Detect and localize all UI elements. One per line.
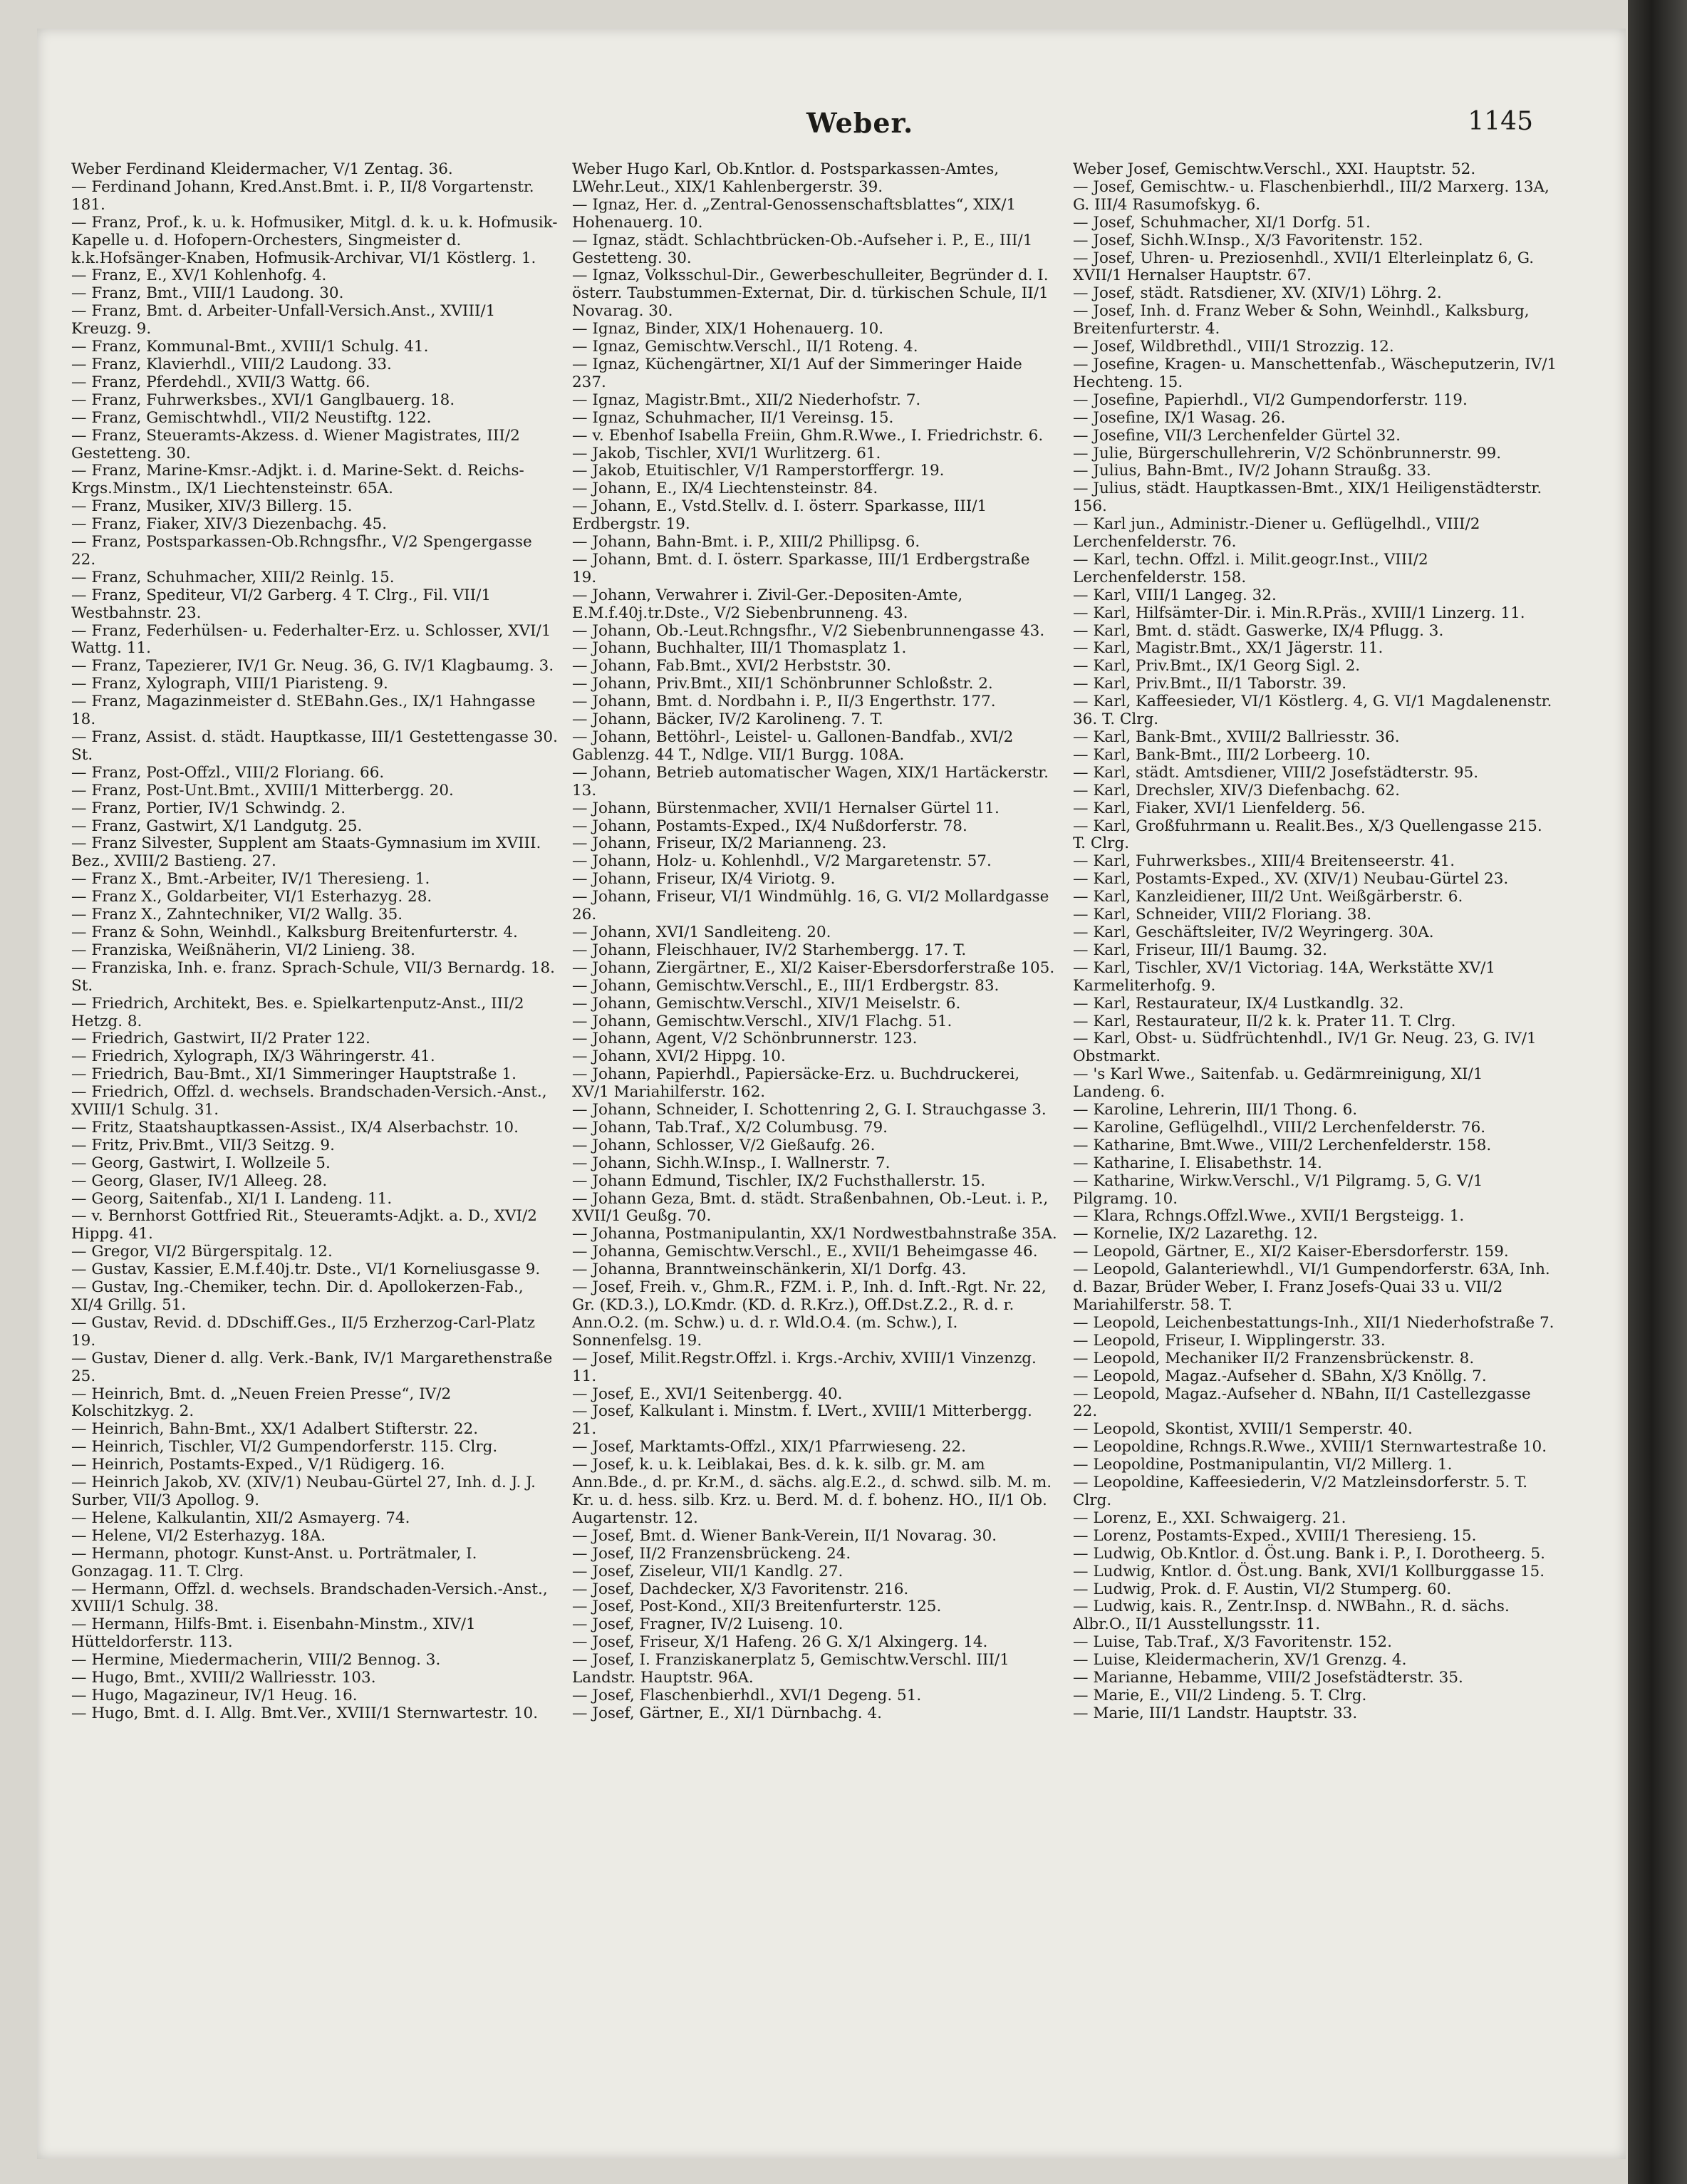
directory-entry: — Helene, VI/2 Esterhazyg. 18A. [71,1526,326,1545]
directory-entry: — Josef, Flaschenbierhdl., XVI/1 Degeng. 51. [572,1686,922,1704]
directory-entry: — Josef, Schuhmacher, XI/1 Dorfg. 51. [1073,213,1371,232]
directory-entry: — Johann, Friseur, IX/4 Viriotg. 9. [572,870,836,889]
directory-entry: — Josefine, Papierhdl., VI/2 Gumpendorferstr. 119. [1073,390,1468,409]
directory-entry: — Josef, Freih. v., Ghm.R., FZM. i. P., Inh. d. Inft.-Rgt. Nr. 22, Gr. (KD.3.), LO.Kmdr. (KD. d. R.Krz.), Off.Dst.Z.2., R. d. r. Ann.O.2. (m. Schw.) u. d. r. Wld.O.4. (m. Schw.), I. Sonnenfelsg. 19. [572,1278,1047,1350]
directory-entry: — Franz, Pferdehdl., XVII/3 Wattg. 66. [71,373,370,391]
directory-entry: — Johann, Postamts-Exped., IX/4 Nußdorferstr. 78. [572,817,967,835]
directory-entry: — Jakob, Etuitischler, V/1 Ramperstorffergr. 19. [572,462,945,480]
book-spine [1628,0,1687,2184]
directory-entry: — Hugo, Bmt. d. I. Allg. Bmt.Ver., XVIII/1 Sternwartestr. 10. [71,1704,539,1722]
directory-entry: — Leopoldine, Postmanipulantin, VI/2 Millerg. 1. [1073,1456,1453,1474]
directory-entry: — Johann, Ob.-Leut.Rchngsfhr., V/2 Siebenbrunnengasse 43. [572,621,1045,640]
directory-entry: — Leopoldine, Rchngs.R.Wwe., XVIII/1 Sternwartestraße 10. [1073,1438,1547,1456]
directory-entry: — Georg, Glaser, IV/1 Alleeg. 28. [71,1171,328,1190]
directory-entry: — Heinrich, Tischler, VI/2 Gumpendorferstr. 115. Clrg. [71,1438,498,1456]
directory-entry: — Karl, Bank-Bmt., XVIII/2 Ballriesstr. 36. [1073,728,1400,746]
directory-entry: — Gustav, Kassier, E.M.f.40j.tr. Dste., VI/1 Korneliusgasse 9. [71,1261,541,1279]
directory-entry: — Karl, Kanzleidiener, III/2 Unt. Weißgärberstr. 6. [1073,888,1463,906]
directory-entry: — Karl, Drechsler, XIV/3 Diefenbachg. 62. [1073,781,1400,799]
directory-entry: — Karl, Fuhrwerksbes., XIII/4 Breitenseerstr. 41. [1073,852,1455,871]
directory-entry: — Leopold, Galanteriewhdl., VI/1 Gumpendorferstr. 63A, Inh. d. Bazar, Brüder Weber, I. Franz Josefs-Quai 33 u. VII/2 Mariahilferstr. 58. T. [1073,1261,1550,1314]
directory-entry: — Johann Edmund, Tischler, IX/2 Fuchsthallerstr. 15. [572,1171,986,1190]
directory-entry: — Johann, Gemischtw.Verschl., E., III/1 Erdbergstr. 83. [572,976,1000,995]
directory-entry: — Helene, Kalkulantin, XII/2 Asmayerg. 74. [71,1508,410,1527]
directory-entry: — Franz, Bmt. d. Arbeiter-Unfall-Versich.Anst., XVIII/1 Kreuzg. 9. [71,302,496,338]
directory-entry: — Ignaz, Binder, XIX/1 Hohenauerg. 10. [572,320,884,338]
directory-entry: — Kornelie, IX/2 Lazarethg. 12. [1073,1225,1318,1243]
directory-entry: — Friedrich, Architekt, Bes. e. Spielkartenputz-Anst., III/2 Hetzg. 8. [71,994,524,1030]
directory-entry: — Johann, Bettöhrl-, Leistel- u. Gallonen-Bandfab., XVI/2 Gablenzg. 44 T., Ndlge. VII/1 Burgg. 108A. [572,728,1014,764]
directory-entry: — Karl, Geschäftsleiter, IV/2 Weyringerg. 30A. [1073,923,1434,941]
directory-entry: — Franz, Portier, IV/1 Schwindg. 2. [71,799,346,817]
directory-entry: — Franz Silvester, Supplent am Staats-Gymnasium im XVIII. Bez., XVIII/2 Bastieng. 27. [71,834,541,871]
directory-entry: — Hermine, Miedermacherin, VIII/2 Bennog. 3. [71,1651,441,1670]
directory-entry: — Josef, Wildbrethdl., VIII/1 Strozzig. 12. [1073,338,1394,356]
page-header [37,107,1533,150]
column-left [71,161,558,2156]
directory-entry: — Johanna, Postmanipulantin, XX/1 Nordwestbahnstraße 35A. [572,1225,1057,1243]
directory-entry: — Karl, Priv.Bmt., IX/1 Georg Sigl. 2. [1073,657,1361,676]
directory-entry: — Karl, städt. Amtsdiener, VIII/2 Josefstädterstr. 95. [1073,763,1479,782]
directory-entry: — Gregor, VI/2 Bürgerspitalg. 12. [71,1243,333,1261]
directory-entry: — Johann, Gemischtw.Verschl., XIV/1 Meiselstr. 6. [572,994,961,1013]
directory-entry: — Marie, E., VII/2 Lindeng. 5. T. Clrg. [1073,1686,1367,1704]
directory-entry: — Karl, Restaurateur, II/2 k. k. Prater 11. T. Clrg. [1073,1012,1456,1030]
directory-entry: — Josef, Bmt. d. Wiener Bank-Verein, II/1 Novarag. 30. [572,1526,997,1545]
directory-entry: — Josef, Kalkulant i. Minstm. f. LVert., XVIII/1 Mitterbergg. 21. [572,1402,1032,1439]
directory-entry: — Franz, Magazinmeister d. StEBahn.Ges., IX/1 Hahngasse 18. [71,693,536,729]
directory-entry: — Johann, Holz- u. Kohlenhdl., V/2 Margaretenstr. 57. [572,852,992,871]
directory-entry: — Karl, Großfuhrmann u. Realit.Bes., X/3 Quellengasse 215. T. Clrg. [1073,817,1542,853]
directory-entry: — Ludwig, Kntlor. d. Öst.ung. Bank, XVI/1 Kollburggasse 15. [1073,1562,1545,1580]
directory-entry: — Leopold, Magaz.-Aufseher d. SBahn, X/3 Knöllg. 7. [1073,1367,1487,1385]
directory-entry: — Josef, Gärtner, E., XI/1 Dürnbachg. 4. [572,1704,882,1722]
directory-entry: — Franziska, Weißnäherin, VI/2 Linieng. 38. [71,941,416,959]
directory-entry: — Hermann, photogr. Kunst-Anst. u. Porträtmaler, I. Gonzagag. 11. T. Clrg. [71,1544,477,1580]
directory-entry: — Ignaz, Gemischtw.Verschl., II/1 Roteng. 4. [572,338,918,356]
directory-entry: — Josef, Gemischtw.- u. Flaschenbierhdl., III/2 Marxerg. 13A, G. III/4 Rasumofskyg. 6. [1073,177,1550,214]
directory-entry: — Karl, Tischler, XV/1 Victoriag. 14A, Werkstätte XV/1 Karmeliterhofg. 9. [1073,958,1496,995]
running-title: Weber. [806,107,914,139]
directory-entry: — Johanna, Branntweinschänkerin, XI/1 Dorfg. 43. [572,1261,967,1279]
directory-entry: — Marianne, Hebamme, VIII/2 Josefstädterstr. 35. [1073,1669,1463,1687]
directory-entry: — Klara, Rchngs.Offzl.Wwe., XVII/1 Bergsteigg. 1. [1073,1207,1465,1226]
directory-entry: — Josef, Uhren- u. Preziosenhdl., XVII/1 Elterleinplatz 6, G. XVII/1 Hernalser Hauptstr. 67. [1073,249,1535,285]
directory-entry: — Karl, Fiaker, XVI/1 Lienfelderg. 56. [1073,799,1366,817]
directory-entry: — Georg, Saitenfab., XI/1 I. Landeng. 11. [71,1189,393,1208]
directory-entry: — Franz, Schuhmacher, XIII/2 Reinlg. 15. [71,568,395,586]
directory-entry: — Johann, Fleischhauer, IV/2 Starhembergg. 17. T. [572,941,967,959]
directory-entry: — Johann, Sichh.W.Insp., I. Wallnerstr. 7. [572,1154,891,1172]
directory-entry: — 's Karl Wwe., Saitenfab. u. Gedärmreinigung, XI/1 Landeng. 6. [1073,1065,1483,1102]
directory-entry: — Franz, Postsparkassen-Ob.Rchngsfhr., V/2 Spengergasse 22. [71,533,532,569]
directory-entry: — Hermann, Hilfs-Bmt. i. Eisenbahn-Minstm., XIV/1 Hütteldorferstr. 113. [71,1615,476,1652]
directory-entry: — Franz, Fiaker, XIV/3 Diezenbachg. 45. [71,515,388,534]
directory-entry: — Leopold, Leichenbestattungs-Inh., XII/1 Niederhofstraße 7. [1073,1313,1554,1332]
directory-entry: — Ignaz, Magistr.Bmt., XII/2 Niederhofstr. 7. [572,390,921,409]
directory-entry: — Ignaz, Her. d. „Zentral-Genossenschaftsblattes“, XIX/1 Hohenauerg. 10. [572,195,1017,232]
directory-entry: — Johann, Tab.Traf., X/2 Columbusg. 79. [572,1118,888,1137]
directory-entry: — Karl, Hilfsämter-Dir. i. Min.R.Präs., XVIII/1 Linzerg. 11. [1073,604,1525,622]
directory-entry: — v. Bernhorst Gottfried Rit., Steueramts-Adjkt. a. D., XVI/2 Hippg. 41. [71,1207,537,1243]
directory-entry: — Leopoldine, Kaffeesiederin, V/2 Matzleinsdorferstr. 5. T. Clrg. [1073,1474,1528,1509]
directory-entry: — Heinrich Jakob, XV. (XIV/1) Neubau-Gürtel 27, Inh. d. J. J. Surber, VII/3 Apollog. 9. [71,1474,536,1509]
directory-entry: — Johann, Priv.Bmt., XII/1 Schönbrunner Schloßstr. 2. [572,675,993,693]
directory-entry: — Luise, Kleidermacherin, XV/1 Grenzg. 4. [1073,1651,1407,1670]
directory-entry: — Franz, Bmt., VIII/1 Laudong. 30. [71,284,344,303]
directory-entry: — Gustav, Ing.-Chemiker, techn. Dir. d. Apollokerzen-Fab., XI/4 Grillg. 51. [71,1278,524,1314]
directory-entry: — Ignaz, Volksschul-Dir., Gewerbeschulleiter, Begründer d. I. österr. Taubstummen-Externat, Dir. d. türkischen Schule, II/1 Novarag. 30. [572,266,1049,321]
directory-entry: — Karl, Bmt. d. städt. Gaswerke, IX/4 Pflugg. 3. [1073,621,1444,640]
directory-entry: — Karl, Schneider, VIII/2 Floriang. 38. [1073,906,1372,924]
directory-entry: — Franz, Marine-Kmsr.-Adjkt. i. d. Marine-Sekt. d. Reichs-Krgs.Minstm., IX/1 Liechtensteinstr. 65A. [71,462,524,498]
directory-entry: — Franz, Fuhrwerksbes., XVI/1 Ganglbauerg. 18. [71,390,455,409]
column-right [1073,161,1559,2156]
directory-entry: — Johann, XVI/2 Hippg. 10. [572,1047,786,1066]
directory-entry: — Johann, Schneider, I. Schottenring 2, G. I. Strauchgasse 3. [572,1101,1047,1119]
directory-entry: — Karl, Priv.Bmt., II/1 Taborstr. 39. [1073,675,1347,693]
directory-entry: — Franz, Klavierhdl., VIII/2 Laudong. 33. [71,355,392,373]
directory-entry: — Johann, E., IX/4 Liechtensteinstr. 84. [572,480,878,498]
directory-entry: — Johann, Friseur, IX/2 Marianneng. 23. [572,834,887,853]
directory-entry: — Johann, Bmt. d. I. österr. Sparkasse, III/1 Erdbergstraße 19. [572,550,1030,586]
directory-entry: — Ferdinand Johann, Kred.Anst.Bmt. i. P., II/8 Vorgartenstr. 181. [71,177,534,214]
directory-entry: — Josefine, IX/1 Wasag. 26. [1073,408,1286,427]
directory-entry: — Franz, Federhülsen- u. Federhalter-Erz. u. Schlosser, XVI/1 Wattg. 11. [71,621,551,658]
directory-entry: — Franz, Post-Unt.Bmt., XVIII/1 Mitterbergg. 20. [71,781,454,799]
directory-entry: — Heinrich, Bmt. d. „Neuen Freien Presse“, IV/2 Kolschitzkyg. 2. [71,1385,452,1421]
directory-entry: — Josef, Sichh.W.Insp., X/3 Favoritenstr. 152. [1073,231,1423,249]
directory-entry: — Leopold, Mechaniker II/2 Franzensbrückenstr. 8. [1073,1349,1475,1367]
directory-entry: — Heinrich, Postamts-Exped., V/1 Rüdigerg. 16. [71,1456,445,1474]
directory-entry: — Josef, Post-Kond., XII/3 Breitenfurterstr. 125. [572,1598,942,1616]
directory-entry: — Johann, Buchhalter, III/1 Thomasplatz 1. [572,639,907,658]
directory-entry: — Josef, Fragner, IV/2 Luiseng. 10. [572,1615,844,1634]
directory-entry: — Franz, Steueramts-Akzess. d. Wiener Magistrates, III/2 Gestetteng. 30. [71,426,520,462]
directory-entry: — Josef, Marktamts-Offzl., XIX/1 Pfarrwieseng. 22. [572,1438,966,1456]
directory-entry: — Johann, Bmt. d. Nordbahn i. P., II/3 Engerthstr. 177. [572,693,996,711]
directory-entry: — Franz, Musiker, XIV/3 Billerg. 15. [71,497,353,516]
directory-entry: — Josef, II/2 Franzensbrückeng. 24. [572,1544,851,1563]
directory-entry: — Leopold, Skontist, XVIII/1 Semperstr. 40. [1073,1420,1413,1439]
directory-entry: — Franz, Xylograph, VIII/1 Piaristeng. 9. [71,675,388,693]
directory-entry: — Johann, Agent, V/2 Schönbrunnerstr. 123. [572,1030,918,1048]
directory-entry: — Fritz, Staatshauptkassen-Assist., IX/4 Alserbachstr. 10. [71,1118,519,1137]
directory-entry: — Karl, techn. Offzl. i. Milit.geogr.Inst., VIII/2 Lerchenfelderstr. 158. [1073,550,1428,586]
directory-entry: — Lorenz, Postamts-Exped., XVIII/1 Theresieng. 15. [1073,1526,1477,1545]
directory-entry: — v. Ebenhof Isabella Freiin, Ghm.R.Wwe., I. Friedrichstr. 6. [572,426,1044,445]
directory-entry: — Johanna, Gemischtw.Verschl., E., XVII/1 Beheimgasse 46. [572,1243,1038,1261]
directory-entry: — Georg, Gastwirt, I. Wollzeile 5. [71,1154,331,1172]
directory-entry: — Ignaz, Schuhmacher, II/1 Vereinsg. 15. [572,408,894,427]
directory-entry: — Franz, Post-Offzl., VIII/2 Floriang. 66. [71,763,385,782]
directory-entry: — Franz, E., XV/1 Kohlenhofg. 4. [71,266,327,285]
directory-entry: — Ludwig, kais. R., Zentr.Insp. d. NWBahn., R. d. sächs. Albr.O., II/1 Ausstellungsstr. 11. [1073,1598,1510,1634]
directory-entry: — Johann, Bürstenmacher, XVII/1 Hernalser Gürtel 11. [572,799,1000,817]
directory-entry: — Karl, Restaurateur, IX/4 Lustkandlg. 32. [1073,994,1404,1013]
directory-entry: Weber Hugo Karl, Ob.Kntlor. d. Postsparkassen-Amtes, LWehr.Leut., XIX/1 Kahlenbergerstr. 39. [572,161,1000,196]
directory-entry: — Johann, Friseur, VI/1 Windmühlg. 16, G. VI/2 Mollardgasse 26. [572,888,1049,924]
directory-entry: — Hermann, Offzl. d. wechsels. Brandschaden-Versich.-Anst., XVIII/1 Schulg. 38. [71,1580,548,1616]
directory-entry: — Josef, I. Franziskanerplatz 5, Gemischtw.Verschl. III/1 Landstr. Hauptstr. 96A. [572,1651,1009,1687]
directory-entry: — Leopold, Friseur, I. Wipplingerstr. 33. [1073,1331,1386,1350]
directory-entry: — Lorenz, E., XXI. Schwaigerg. 21. [1073,1508,1346,1527]
directory-entry: — Josef, Ziseleur, VII/1 Kandlg. 27. [572,1562,844,1580]
directory-entry: — Julius, Bahn-Bmt., IV/2 Johann Straußg. 33. [1073,462,1431,480]
directory-entry: — Katharine, I. Elisabethstr. 14. [1073,1154,1322,1172]
directory-entry: — Karoline, Geflügelhdl., VIII/2 Lerchenfelderstr. 76. [1073,1118,1486,1137]
directory-entry: — Ignaz, Küchengärtner, XI/1 Auf der Simmeringer Haide 237. [572,355,1022,391]
directory-entry: — Friedrich, Offzl. d. wechsels. Brandschaden-Versich.-Anst., XVIII/1 Schulg. 31. [71,1083,547,1119]
column-middle [572,161,1059,2156]
directory-entry: — Johann, E., Vstd.Stellv. d. I. österr. Sparkasse, III/1 Erdbergstr. 19. [572,497,987,534]
directory-entry: — Leopold, Magaz.-Aufseher d. NBahn, II/1 Castellezgasse 22. [1073,1385,1531,1421]
directory-columns [71,161,1560,2156]
directory-entry: — Josef, Milit.Regstr.Offzl. i. Krgs.-Archiv, XVIII/1 Vinzenzg. 11. [572,1349,1037,1385]
directory-entry: — Franz, Tapezierer, IV/1 Gr. Neug. 36, G. IV/1 Klagbaumg. 3. [71,657,554,676]
directory-entry: — Josef, Inh. d. Franz Weber & Sohn, Weinhdl., Kalksburg, Breitenfurterstr. 4. [1073,302,1530,338]
directory-entry: — Karl, Postamts-Exped., XV. (XIV/1) Neubau-Gürtel 23. [1073,870,1509,889]
directory-entry: — Josef, Dachdecker, X/3 Favoritenstr. 216. [572,1580,909,1598]
directory-entry: — Johann, Gemischtw.Verschl., XIV/1 Flachg. 51. [572,1012,952,1030]
directory-entry: — Karl, Magistr.Bmt., XX/1 Jägerstr. 11. [1073,639,1384,658]
directory-entry: — Josef, städt. Ratsdiener, XV. (XIV/1) Löhrg. 2. [1073,284,1442,303]
directory-entry: — Josefine, Kragen- u. Manschettenfab., Wäscheputzerin, IV/1 Hechteng. 15. [1073,355,1557,391]
directory-entry: — Hugo, Magazineur, IV/1 Heug. 16. [71,1686,358,1704]
directory-entry: — Franz, Gemischtwhdl., VII/2 Neustiftg. 122. [71,408,432,427]
directory-entry: — Friedrich, Xylograph, IX/3 Währingerstr. 41. [71,1047,435,1066]
directory-entry: — Jakob, Tischler, XVI/1 Wurlitzerg. 61. [572,444,881,462]
directory-entry: — Ludwig, Prok. d. F. Austin, VI/2 Stumperg. 60. [1073,1580,1452,1598]
directory-entry: — Johann, Bahn-Bmt. i. P., XIII/2 Phillipsg. 6. [572,533,920,552]
directory-entry: — Julie, Bürgerschullehrerin, V/2 Schönbrunnerstr. 99. [1073,444,1502,462]
directory-entry: — Franz, Prof., k. u. k. Hofmusiker, Mitgl. d. k. u. k. Hofmusik-Kapelle u. d. Hofopern-Orchesters, Singmeister d. k.k.Hofsänger-Knaben, Hofmusik-Archivar, VI/1 Köstlerg. 1. [71,213,558,267]
directory-entry: — Luise, Tab.Traf., X/3 Favoritenstr. 152. [1073,1633,1392,1652]
directory-entry: — Franz X., Bmt.-Arbeiter, IV/1 Theresieng. 1. [71,870,430,889]
directory-entry: Weber Josef, Gemischtw.Verschl., XXI. Hauptstr. 52. [1073,161,1476,178]
directory-entry: — Karl, Kaffeesieder, VI/1 Köstlerg. 4, G. VI/1 Magdalenenstr. 36. T. Clrg. [1073,693,1552,729]
directory-entry: — Gustav, Diener d. allg. Verk.-Bank, IV/1 Margarethenstraße 25. [71,1349,553,1385]
directory-entry: — Johann, Verwahrer i. Zivil-Ger.-Depositen-Amte, E.M.f.40j.tr.Dste., V/2 Siebenbrunneng. 43. [572,586,963,622]
directory-entry: — Franz, Kommunal-Bmt., XVIII/1 Schulg. 41. [71,338,429,356]
directory-entry: — Franz, Spediteur, VI/2 Garberg. 4 T. Clrg., Fil. VII/1 Westbahnstr. 23. [71,586,492,622]
directory-entry: — Karl, Bank-Bmt., III/2 Lorbeerg. 10. [1073,745,1371,764]
directory-entry: — Katharine, Bmt.Wwe., VIII/2 Lerchenfelderstr. 158. [1073,1136,1492,1154]
directory-entry: — Gustav, Revid. d. DDschiff.Ges., II/5 Erzherzog-Carl-Platz 19. [71,1313,535,1350]
directory-entry: — Johann, Fab.Bmt., XVI/2 Herbststr. 30. [572,657,891,676]
directory-entry: — Josef, Friseur, X/1 Hafeng. 26 G. X/1 Alxingerg. 14. [572,1633,988,1652]
directory-entry: — Friedrich, Bau-Bmt., XI/1 Simmeringer Hauptstraße 1. [71,1065,517,1084]
directory-entry: — Franz, Gastwirt, X/1 Landgutg. 25. [71,817,363,835]
directory-entry: Weber Ferdinand Kleidermacher, V/1 Zentag. 36. [71,161,453,178]
directory-entry: — Julius, städt. Hauptkassen-Bmt., XIX/1 Heiligenstädterstr. 156. [1073,480,1542,516]
directory-entry: — Karl, Friseur, III/1 Baumg. 32. [1073,941,1328,959]
directory-entry: — Hugo, Bmt., XVIII/2 Wallriesstr. 103. [71,1669,376,1687]
directory-entry: — Fritz, Priv.Bmt., VII/3 Seitzg. 9. [71,1136,335,1154]
directory-entry: — Leopold, Gärtner, E., XI/2 Kaiser-Ebersdorferstr. 159. [1073,1243,1509,1261]
directory-entry: — Franziska, Inh. e. franz. Sprach-Schule, VII/3 Bernardg. 18. St. [71,958,555,995]
directory-entry: — Katharine, Wirkw.Verschl., V/1 Pilgramg. 5, G. V/1 Pilgramg. 10. [1073,1171,1483,1208]
directory-entry: — Franz & Sohn, Weinhdl., Kalksburg Breitenfurterstr. 4. [71,923,518,941]
directory-entry: — Johann, Ziergärtner, E., XI/2 Kaiser-Ebersdorferstraße 105. [572,958,1055,977]
directory-entry: — Josef, E., XVI/1 Seitenbergg. 40. [572,1385,843,1403]
directory-entry: — Johann, Bäcker, IV/2 Karolineng. 7. T. [572,710,883,729]
directory-entry: — Franz, Assist. d. städt. Hauptkasse, III/1 Gestettengasse 30. St. [71,728,558,764]
directory-entry: — Karl jun., Administr.-Diener u. Geflügelhdl., VIII/2 Lerchenfelderstr. 76. [1073,515,1480,552]
directory-entry: — Franz X., Zahntechniker, VI/2 Wallg. 35. [71,906,403,924]
directory-entry: — Karl, Obst- u. Südfrüchtenhdl., IV/1 Gr. Neug. 23, G. IV/1 Obstmarkt. [1073,1030,1537,1066]
directory-entry: — Josefine, VII/3 Lerchenfelder Gürtel 32. [1073,426,1401,445]
directory-entry: — Josef, k. u. k. Leiblakai, Bes. d. k. k. silb. gr. M. am Ann.Bde., d. pr. Kr.M., d. sächs. alg.E.2., d. schwd. silb. M. m. Kr. u. d. hess. silb. Krz. u. Berd. M. d. f. bohenz. HO., II/1 Ob. Augartenstr. 12. [572,1456,1052,1527]
directory-entry: — Marie, III/1 Landstr. Hauptstr. 33. [1073,1704,1358,1722]
directory-entry: — Heinrich, Bahn-Bmt., XX/1 Adalbert Stifterstr. 22. [71,1420,479,1439]
directory-entry: — Franz X., Goldarbeiter, VI/1 Esterhazyg. 28. [71,888,432,906]
directory-entry: — Ignaz, städt. Schlachtbrücken-Ob.-Aufseher i. P., E., III/1 Gestetteng. 30. [572,231,1033,267]
page-number: 1145 [1468,107,1533,136]
directory-entry: — Karoline, Lehrerin, III/1 Thong. 6. [1073,1101,1358,1119]
directory-entry: — Johann, Schlosser, V/2 Gießaufg. 26. [572,1136,876,1154]
directory-entry: — Ludwig, Ob.Kntlor. d. Öst.ung. Bank i. P., I. Dorotheerg. 5. [1073,1544,1546,1563]
directory-entry: — Friedrich, Gastwirt, II/2 Prater 122. [71,1030,370,1048]
directory-entry: — Johann Geza, Bmt. d. städt. Straßenbahnen, Ob.-Leut. i. P., XVII/1 Geußg. 70. [572,1189,1049,1226]
directory-entry: — Karl, VIII/1 Langeg. 32. [1073,586,1277,604]
directory-entry: — Johann, Papierhdl., Papiersäcke-Erz. u. Buchdruckerei, XV/1 Mariahilferstr. 162. [572,1065,1020,1102]
directory-entry: — Johann, Betrieb automatischer Wagen, XIX/1 Hartäckerstr. 13. [572,763,1049,799]
directory-entry: — Johann, XVI/1 Sandleiteng. 20. [572,923,831,941]
